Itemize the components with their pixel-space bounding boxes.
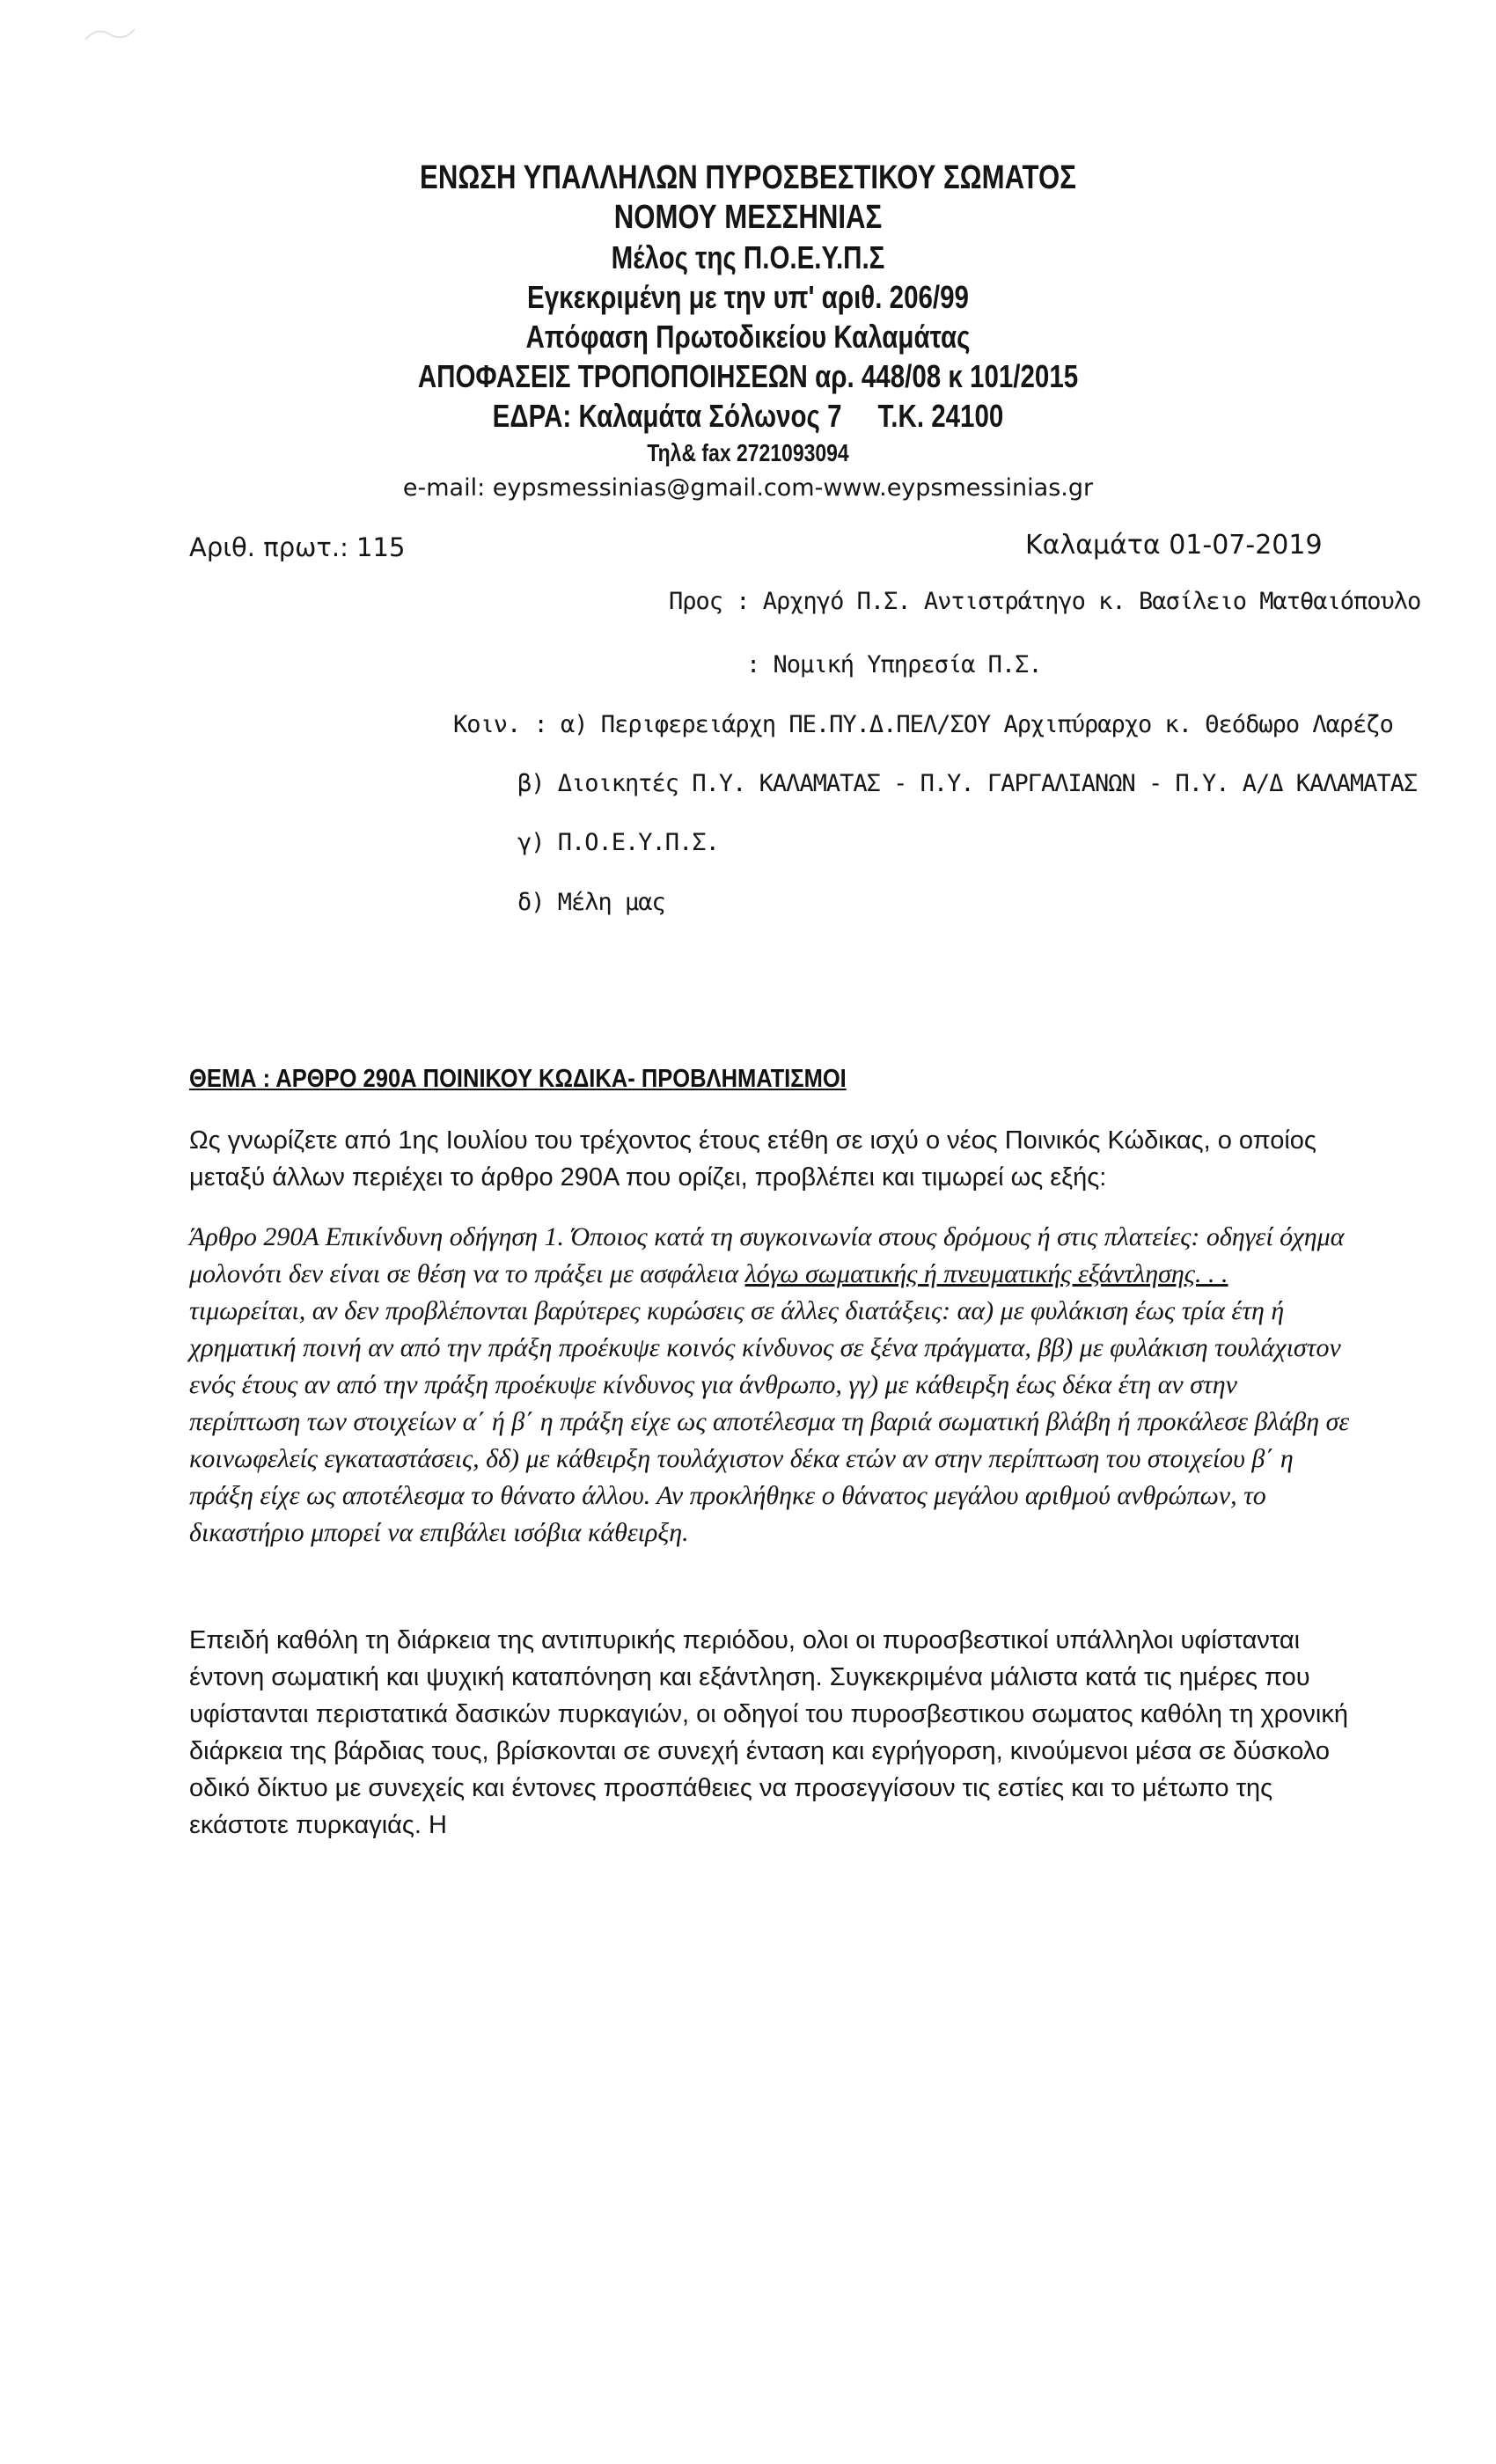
article-text-part1: Άρθρο 290Α Επικίνδυνη οδήγηση 1. Όποιος κατά τη συγκοινωνία στους δρόμους ή στις πλατείες: οδηγεί όχημα μολονότι δεν είναι σε θέση να το πράξει με ασφάλεια bbox=[189, 1222, 1345, 1288]
recipient-to-1: Προς : Αρχηγό Π.Σ. Αντιστράτηγο κ. Βασίλειο Ματθαιόπουλο bbox=[669, 588, 1421, 615]
org-prefecture: ΝΟΜΟΥ ΜΕΣΣΗΝΙΑΣ bbox=[613, 199, 883, 236]
org-membership: Μέλος της Π.Ο.Ε.Υ.Π.Σ bbox=[611, 239, 885, 275]
org-seat: ΕΔΡΑ: Καλαμάτα Σόλωνος 7 Τ.Κ. 24100 bbox=[492, 398, 1004, 434]
scan-smudge-icon bbox=[84, 22, 136, 48]
recipient-cc-2: β) Διοικητές Π.Υ. ΚΑΛΑΜΑΤΑΣ - Π.Υ. ΓΑΡΓΑΛΙΑΝΩΝ - Π.Υ. Α/Δ ΚΑΛΑΜΑΤΑΣ bbox=[517, 770, 1418, 797]
letter-date: Καλαμάτα 01-07-2019 bbox=[1025, 530, 1323, 561]
org-court-decision: Απόφαση Πρωτοδικείου Καλαμάτας bbox=[525, 319, 971, 355]
org-approval: Εγκεκριμένη με την υπ' αριθ. 206/99 bbox=[527, 279, 969, 315]
article-underlined-text: λόγω σωματικής ή πνευματικής εξάντλησης. . . bbox=[744, 1259, 1228, 1288]
intro-paragraph: Ως γνωρίζετε από 1ης Ιουλίου του τρέχοντος έτους ετέθη σε ισχύ ο νέος Ποινικός Κώδικας, ο οποίος μεταξύ άλλων περιέχει το άρθρο 290Α που ορίζει, προβλέπει και τιμωρεί ως εξής: bbox=[189, 1126, 1316, 1192]
article-quote bbox=[189, 1219, 1351, 1551]
org-name: ΕΝΩΣΗ ΥΠΑΛΛΗΛΩΝ ΠΥΡΟΣΒΕΣΤΙΚΟΥ ΣΩΜΑΤΟΣ bbox=[420, 159, 1076, 196]
article-text-part2: τιμωρείται, αν δεν προβλέπονται βαρύτερες κυρώσεις σε άλλες διατάξεις: αα) με φυλάκιση έως τρία έτη ή χρηματική ποινή αν από την πράξη προέκυψε κοινός κίνδυνος σε ξένα πράγματα, ββ) με φυλάκιση τουλάχιστον ενός έτους αν από την πράξη προέκυψε κίνδυνος για άνθρωπο, γγ) με κάθειρξη έως δέκα έτη αν στην περίπτωση των στοιχείων α΄ ή β΄ η πράξη είχε ως αποτέλεσμα τη βαριά σωματική βλάβη ή προκάλεσε βλάβη σε κοινωφελείς εγκαταστάσεις, δδ) με κάθειρξη τουλάχιστον δέκα ετών αν στην περίπτωση του στοιχείου β΄ η πράξη είχε ως αποτέλεσμα το θάνατο άλλου. Αν προκλήθηκε ο θάνατος μεγάλου αριθμού ανθρώπων, το δικαστήριο μπορεί να επιβάλει ισόβια κάθειρξη. bbox=[189, 1296, 1350, 1547]
recipient-cc-3: γ) Π.Ο.Ε.Υ.Π.Σ. bbox=[517, 829, 719, 856]
recipient-cc-1: Κοιν. : α) Περιφερειάρχη ΠΕ.ΠΥ.Δ.ΠΕΛ/ΣΟΥ Αρχιπύραρχο κ. Θεόδωρο Λαρέζο bbox=[453, 711, 1393, 738]
letterhead bbox=[0, 158, 1496, 506]
recipient-to-2: : Νομική Υπηρεσία Π.Σ. bbox=[746, 651, 1042, 678]
org-email: e-mail: eypsmessinias@gmail.com-www.eypsmessinias.gr bbox=[402, 474, 1094, 502]
recipient-cc-4: δ) Μέλη μας bbox=[517, 889, 665, 916]
subject-line: ΘΕΜΑ : ΑΡΘΡΟ 290Α ΠΟΙΝΙΚΟΥ ΚΩΔΙΚΑ- ΠΡΟΒΛΗΜΑΤΙΣΜΟΙ bbox=[189, 1065, 847, 1093]
protocol-number: Αριθ. πρωτ.: 115 bbox=[189, 532, 406, 562]
org-phone: Τηλ& fax 2721093094 bbox=[647, 439, 849, 466]
body-paragraph: Επειδή καθόλη τη διάρκεια της αντιπυρικής περιόδου, ολοι οι πυροσβεστικοί υπάλληλοι υφίστανται έντονη σωματική και ψυχική καταπόνηση και εξάντληση. Συγκεκριμένα μάλιστα κατά τις ημέρες που υφίστανται περιστατικά δασικών πυρκαγιών, οι οδηγοί του πυροσβεστικου σωματος καθόλη τη χρονική διάρκεια της βάρδιας τους, βρίσκονται σε συνεχή ένταση και εγρήγορση, κινούμενοι μέσα σε δύσκολο οδικό δίκτυο με συνεχείς και έντονες προσπάθειες να προσεγγίσουν τις εστίες και το μέτωπο της εκάστοτε πυρκαγιάς. Η bbox=[189, 1626, 1348, 1839]
org-amendments: ΑΠΟΦΑΣΕΙΣ ΤΡΟΠΟΠΟΙΗΣΕΩΝ αρ. 448/08 κ 101/2015 bbox=[417, 358, 1079, 394]
